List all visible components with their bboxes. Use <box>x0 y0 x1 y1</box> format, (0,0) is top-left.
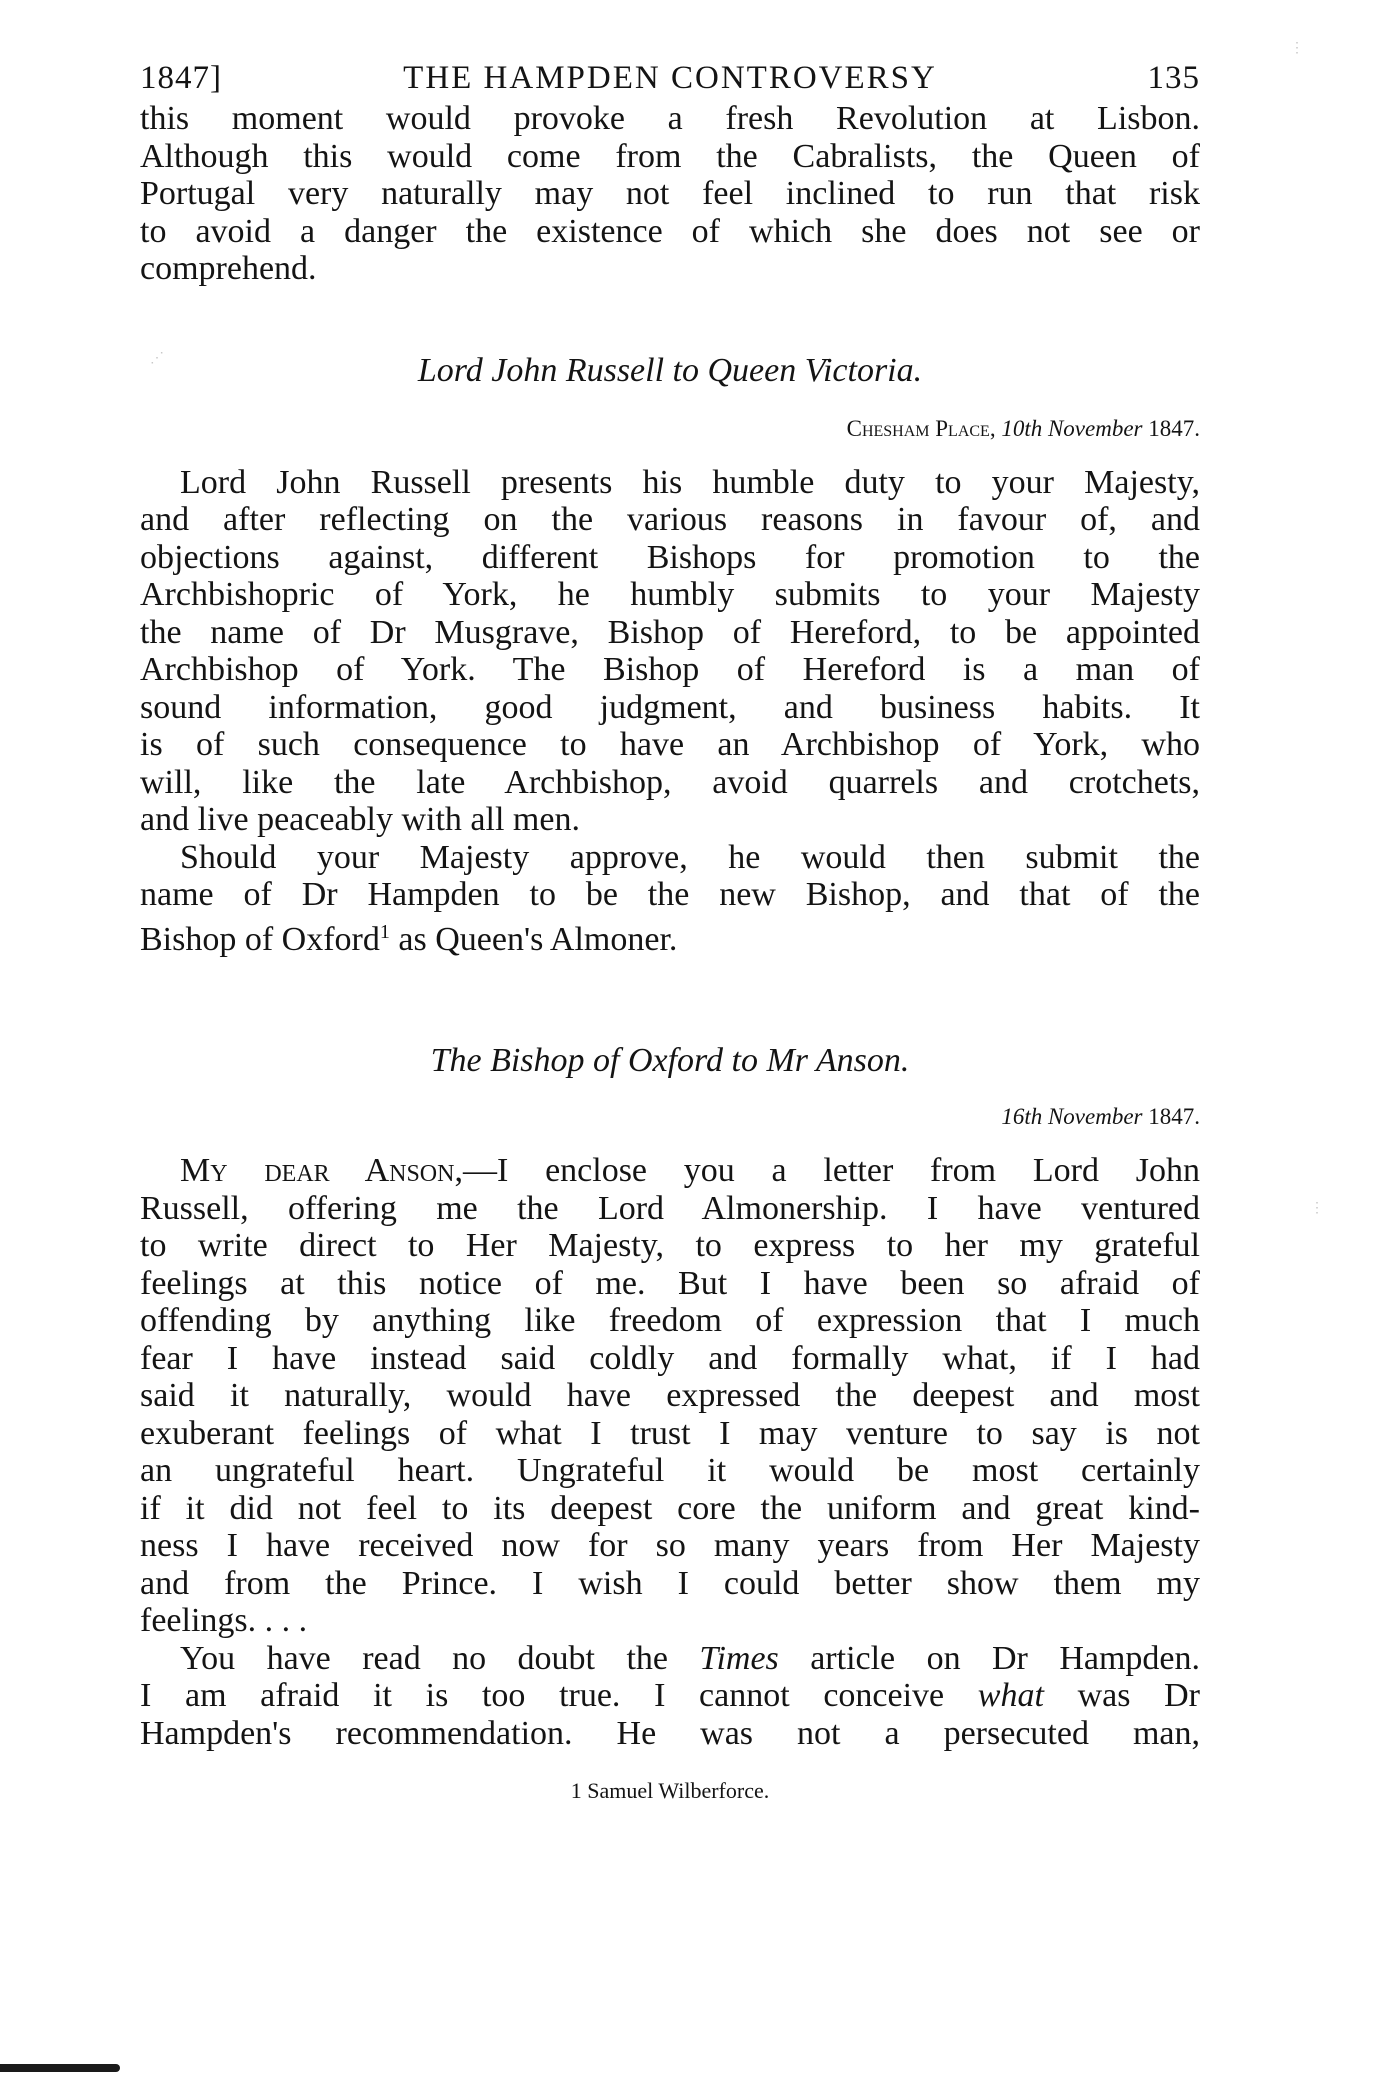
book-page <box>140 60 1200 1804</box>
text-line: this moment would provoke a fresh Revolution at Lisbon. <box>140 100 1200 137</box>
text-line: said it naturally, would have expressed the deepest and most <box>140 1377 1200 1414</box>
text-fragment: I am afraid it is too true. I cannot conceive <box>140 1677 978 1714</box>
letter-heading: The Bishop of Oxford to Mr Anson. <box>430 1042 910 1079</box>
text-line: if it did not feel to its deepest core the uniform and great kind- <box>140 1489 1200 1527</box>
text-line: Hampden's recommendation. He was not a persecuted man, <box>140 1714 1200 1752</box>
dateline-month: November <box>1047 1104 1143 1129</box>
text-line: Although this would come from the Cabralists, the Queen of <box>140 137 1200 175</box>
text-line: Lord John Russell presents his humble duty to your Majesty, <box>180 463 1200 501</box>
text-fragment: article on Dr Hampden. <box>778 1639 1200 1677</box>
text-line: comprehend. <box>140 250 317 287</box>
letter-heading: Lord John Russell to Queen Victoria. <box>417 351 923 389</box>
text-fragment: as Queen's Almoner. <box>389 920 678 958</box>
text-line: will, like the late Archbishop, avoid quarrels and crotchets, <box>140 763 1200 801</box>
text-line: offending by anything like freedom of expression that I much <box>140 1302 1200 1339</box>
text-line: feelings at this notice of me. But I have been so afraid of <box>140 1264 1200 1302</box>
dateline-place: Chesham Place, <box>846 415 996 441</box>
footnote-number: 1 <box>570 1778 582 1803</box>
text-line: the name of Dr Musgrave, Bishop of Hereford, to be appointed <box>140 613 1200 651</box>
scan-speck: ⋮ <box>1310 1201 1324 1216</box>
dateline-year: 1847. <box>1148 415 1200 441</box>
text-line: Russell, offering me the Lord Almonership. I have ventured <box>140 1189 1200 1227</box>
text-line: is of such consequence to have an Archbishop of York, who <box>140 726 1200 763</box>
dateline-month: November <box>1047 415 1143 441</box>
running-head <box>140 60 1200 106</box>
letter-paragraph <box>140 1640 1200 1753</box>
text-fragment: —I enclose you a letter from Lord John <box>462 1152 1200 1189</box>
text-line: name of Dr Hampden to be the new Bishop, and that of the <box>140 876 1200 913</box>
newspaper-title: Times <box>699 1639 779 1677</box>
text-line: and live peaceably with all men. <box>140 801 580 838</box>
text-line: and after reflecting on the various reasons in favour of, and <box>140 501 1200 538</box>
salutation: My dear Anson, <box>180 1152 463 1189</box>
text-line: ness I have received now for so many years from Her Majesty <box>140 1527 1200 1564</box>
footnote <box>140 1778 1200 1804</box>
emphasis: what <box>977 1677 1044 1714</box>
dateline-year: 1847. <box>1148 1104 1200 1129</box>
page-edge-mark <box>0 2064 120 2072</box>
text-line <box>140 1152 1200 1190</box>
scan-speck: ⋮ <box>1290 41 1304 56</box>
dateline-day: 10th <box>1001 415 1043 441</box>
header-year: 1847] <box>140 60 222 96</box>
text-fragment: was Dr <box>1043 1677 1200 1714</box>
text-line: to write direct to Her Majesty, to express to her my grateful <box>140 1227 1200 1264</box>
text-fragment: Bishop of Oxford <box>140 920 380 958</box>
letter-dateline <box>140 416 1200 442</box>
text-line: objections against, different Bishops for promotion to the <box>140 538 1200 576</box>
text-line: Portugal very naturally may not feel inclined to run that risk <box>140 175 1200 212</box>
text-line: feelings. . . . <box>140 1602 308 1639</box>
text-line: Should your Majesty approve, he would then submit the <box>180 838 1200 876</box>
page-number: 135 <box>1147 60 1200 96</box>
text-line: Archbishopric of York, he humbly submits to your Majesty <box>140 576 1200 613</box>
text-line: and from the Prince. I wish I could better show them my <box>140 1564 1200 1602</box>
text-line: to avoid a danger the existence of which she does not see or <box>140 212 1200 250</box>
letter-paragraph <box>140 1152 1200 1640</box>
text-fragment: You have read no doubt the <box>180 1639 700 1677</box>
dateline-day: 16th <box>1001 1104 1043 1129</box>
letter-paragraph <box>140 839 1200 959</box>
text-line <box>140 1677 1200 1715</box>
footnote-reference: 1 <box>379 920 390 943</box>
letter-paragraph <box>140 464 1200 839</box>
text-line <box>140 1640 1200 1678</box>
letter-dateline <box>140 1104 1200 1130</box>
text-line: exuberant feelings of what I trust I may venture to say is not <box>140 1414 1200 1452</box>
header-title: THE HAMPDEN CONTROVERSY <box>403 60 937 96</box>
text-line: Archbishop of York. The Bishop of Hereford is a man of <box>140 651 1200 688</box>
text-line <box>140 914 1200 959</box>
text-line: sound information, good judgment, and business habits. It <box>140 688 1200 726</box>
text-line: an ungrateful heart. Ungrateful it would be most certainly <box>140 1452 1200 1489</box>
scan-speck: ⋰ <box>150 351 164 366</box>
continuation-paragraph <box>140 100 1200 288</box>
text-line: fear I have instead said coldly and formally what, if I had <box>140 1339 1200 1377</box>
footnote-text: Samuel Wilberforce. <box>581 1778 770 1803</box>
